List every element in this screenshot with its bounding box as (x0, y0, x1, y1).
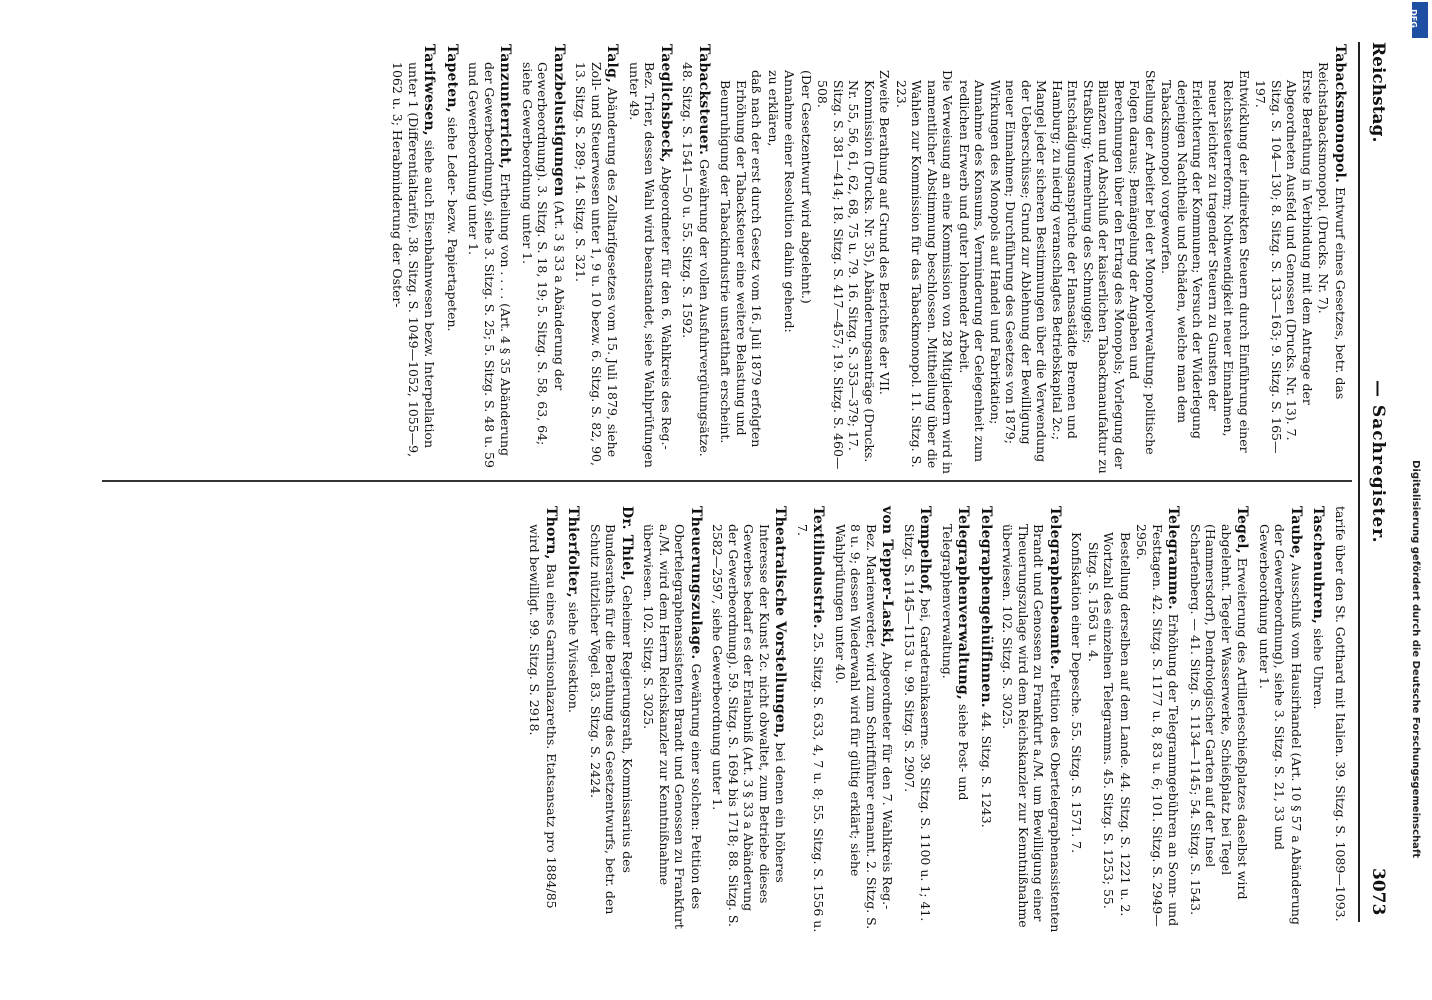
index-entry (718, 44, 1348, 474)
running-head-left: Reichstag. (1368, 42, 1388, 143)
entry-heading: Taschenuhren, (1310, 506, 1327, 625)
entry-text: Entwicklung der indirekten Steuern durch Einführung einer Reichssteuerreform; Nothwendigkeit neuer Einnahmen, neuer leichter zu tragender Steuern zu Gunsten der Erleichterung der Kommunen; Versuch der Widerlegung derjenigen Nachtheile und Schäden, welche man dem Tabacksmonopol vorgeworfen. (1159, 70, 1252, 453)
entry-text: Die Verweisung an eine Kommission von 28 Mitgliedern wird in namentlicher Abstimmung beschlossen. Mittheilung über die Wahlen zur Kommission für das Tabackmonopol. 11. Sitzg. S. 223. (894, 70, 956, 474)
entry-heading: Tempelhof, (917, 506, 934, 595)
page-number: 3073 (1368, 868, 1388, 916)
entry-text: Stellung der Arbeiter bei der Monopolverwaltung; politische Folgen daraus; Bemängelung der Angaben und Berechnungen über den Ertrag des Monopols; Vorlegung der Bilanzen und Abschluß der kaiserlichen Tabackmanufaktur zu Straßburg; Vermehrung des Schmuggels; Entschädigungsansprüche der Hansastädte Bremen und Hamburg; zu niedrig veranschlagtes Betriebskapital 2c.; Mangel jeder sicheren Bestimmungen über die Verwendung der Ueberschüsse; Grund zur Ablehnung der Bewilligung neuer Einnahmen; Durchführung des Gesetzes von 1879; Wirkungen des Monopols auf Handel und Fabrikation; Annahme des Konsums, Verminderung der Gelegenheit zum redlichen Erwerb und guter lohnender Arbeit. (957, 70, 1158, 474)
entry-heading: Tanzbelustigungen (551, 44, 567, 197)
entry-heading: Dr. Thiel, (619, 506, 635, 581)
entry-text: Gewährung einer solchen: Petition des Obertelegraphenassistenten Brandt und Genossen zu Frankfurt a./M. wird dem Herrn Reichskanzler zur Kenntnißnahme überwiesen. 102. Sitzg. S. 3025. (641, 524, 704, 929)
entry-text: siehe Uhren. (1311, 628, 1327, 710)
watermark-text: Digitalisierung gefördert durch die Deutsche Forschungsgemeinschaft (1410, 460, 1421, 858)
index-entry (833, 506, 896, 936)
entry-heading: Telegraphengehülfinnen. (978, 506, 994, 708)
entry-text: siehe auch Eisenbahnwesen bezw. Interpellation unter 1 (Differentialtarife). 38. Sitzg. S. 1049—1052, 1055—9, 1062 u. 3; Herabminderung der Oster- (390, 62, 438, 458)
entry-heading: Tarifwesen, (421, 44, 438, 136)
entry-heading: Theatralische Vorstellungen, (772, 506, 789, 739)
entry-text: 44. Sitzg. S. 1243. (979, 711, 994, 828)
index-entry (527, 506, 559, 936)
entry-heading: Textilindustrie. (810, 506, 827, 629)
column-separator (102, 480, 1352, 482)
entry-text: Zweite Berathung auf Grund des Berichtes der VII. Kommission (Drucks. Nr. 35), Abänderungsanträge (Drucks. Nr. 55, 56, 61, 62, 68, 75 u. 79. 16. Sitzg. S. 353—379; 17. Sitzg. S. 381—414; 18. Sitzg. S. 417—457; 19. Sitzg. S. 460—508. (815, 70, 893, 470)
header-rule (1358, 42, 1360, 922)
watermark-strip (1405, 8, 1425, 858)
entry-text: siehe Post- und Telegraphenverwaltung. (940, 524, 972, 801)
entry-heading: Tegel, (1234, 506, 1251, 554)
entry-text: 25. Sitzg. S. 633, 4, 7 u. 8; 55. Sitzg. S. 1556 u. 7. (795, 524, 827, 933)
entry-heading: Talg, (604, 44, 621, 84)
entry-text: Ausschluß vom Hausirhandel (Art. 10 § 57 a Abänderung der Gewerbeordnung), siehe 3. Sitzg. S. 21, 33 und Gewerbeordnung unter 1. (1257, 524, 1304, 925)
index-entry (588, 506, 636, 936)
entry-text: Erste Berathung in Verbindung mit dem Antrage der Abgeordneten Ausfeld und Genossen (Drucks. Nr. 13). 7. Sitzg. S. 104—130; 8. Sitzg. S. 133—163; 9. Sitzg. S. 165—197. (1253, 70, 1315, 454)
entry-text: zu erklären, (766, 70, 781, 147)
index-entry (641, 506, 704, 936)
entry-text: (Art. 3 § 33 a Abänderung der Gewerbeordnung). 3. Sitzg. S. 18, 19; 5. Sitzg. S. 58, 63, 64; siehe Gewerbeordnung unter 1. (520, 62, 567, 446)
index-entry (1310, 506, 1327, 936)
entry-text: Abgeordneter für den 6. Wahlkreis des Reg.-Bez. Trier, dessen Wahl wird beanstandet, siehe Wahlprüfungen unter 49. (627, 62, 674, 468)
dfg-logo (1408, 2, 1428, 38)
index-entry (466, 44, 514, 474)
index-entry (390, 44, 438, 474)
entry-text: Bau eines Garnisonlazareths. Etatsansatz pro 1884/85 wird bewilligt. 99. Sitzg. S. 2918. (527, 524, 559, 909)
entry-heading: Theuerungszulage. (688, 506, 704, 660)
entry-text: (Der Gesetzentwurf wird abgelehnt.) (799, 70, 814, 304)
entry-text: Entwurf eines Gesetzes, betr. das Reichstabacksmonopol. (Drucks. Nr. 7). (1316, 62, 1348, 400)
index-entry (1188, 506, 1251, 936)
entry-text: Geheimer Regierungsrath, Kommissarius des Bundesraths für die Berathung des Gesetzentwurfs, betr. den Schutz nützlicher Vögel. 83. Sitzg. S. 2424. (588, 524, 635, 915)
entry-text: daß nach der erst durch Gesetz vom 16. Juli 1879 erfolgten Erhöhung der Tabacksteuer eine weitere Belastung und Beunruhigung der Tabackindustrie unstatthaft erscheint. (718, 70, 765, 448)
entry-text: Abgeordneter für den 7. Wahlkreis Reg.-Bez. Marienwerder, wird zum Schriftführer ernannt. 2. Sitzg. S. 8 u. 9; dessen Wiederwahl wird für gültig erklärt; siehe Wahlprüfungen unter 40. (833, 524, 896, 930)
index-entry (902, 506, 934, 936)
left-column (384, 44, 1348, 474)
entry-text: Gewährung der vollen Ausfuhrvergütungsätze. 48. Sitzg. S. 1541—50 u. 55. Sitzg. S. 1592. (680, 62, 712, 457)
index-entry (444, 44, 461, 474)
entry-text: Bestellung derselben auf dem Lande. 44. Sitzg. S. 1221 u. 2. (1118, 532, 1133, 917)
index-entry (680, 44, 712, 474)
entry-text: Wortzahl des einzelnen Telegramms. 45. Sitzg. S. 1253; 55. Sitzg. S. 1563 u. 4. (1086, 532, 1117, 909)
entry-heading: Taube, (1288, 506, 1304, 560)
entry-heading: Telegraphenverwaltung, (955, 506, 972, 700)
entry-text: siehe Leder- bezw. Papiertapeten. (445, 116, 460, 332)
entry-text: Ertheilung von . . . . (Art. 4 § 35 Abänderung der Gewerbeordnung), siehe 3. Sitzg. S. 25; 5. Sitzg. S. 48 u. 59 und Gewerbeordnung unter 1. (466, 62, 514, 468)
entry-heading: von Tepper-Laski, (879, 506, 896, 649)
entry-text: tarife über den St. Gotthard mit Italien. 39. Sitzg. S. 1089—1093. (1333, 506, 1348, 922)
index-entry (573, 44, 621, 474)
entry-heading: Telegramme. (1165, 506, 1182, 610)
index-entry (1069, 506, 1182, 936)
entry-heading: Tanzunterricht, (497, 44, 514, 170)
index-entry (1257, 506, 1305, 936)
entry-heading: Taeglichsbeck, (658, 44, 674, 163)
entry-text: bei, Gardetrainkaserne. 39. Sitzg. S. 1100 u. 1; 41. Sitzg. S. 1145—1153 u. 99. Sitzg. S. 2907. (902, 524, 934, 922)
index-entry (520, 44, 568, 474)
index-entry (978, 506, 995, 936)
entry-heading: Thorn, (543, 506, 559, 560)
entry-text: Abänderung des Zolltarifgesetzes vom 15. Juli 1879, siehe Zoll- und Steuerwesen unter 1, 9 u. 10 bezw. 6. Sitzg. S. 82, 90, 13. Sitzg. S. 289; 14. Sitzg. S. 321. (573, 62, 621, 466)
dfg-logo-text: DFG (1408, 9, 1418, 28)
entry-text: Petition des Obertelegraphenassistenten Brandt und Genossen zu Frankfurt a./M. um Bewilligung einer Theuerungszulage wird dem Reichskanzler zur Kenntnißnahme überwiesen. 102. Sitzg. S. 3025. (1000, 524, 1063, 933)
running-head-center: — Sachregister. (1368, 380, 1388, 544)
entry-text: Annahme einer Resolution dahin gehend: (782, 70, 798, 333)
entry-text: bei denen ein höheres Interesse der Kunst 2c. nicht obwaltet, zum Betriebe dieses Gewerbes bedarf es der Erlaubniß (Art. 3 § 33 a Abänderung der Gewerbeordnung). 59. Sitzg. S. 1694 bis 1718; 88. Sitzg. S. 2582—2597, siehe Gewerbeordnung unter 1. (710, 524, 789, 927)
entry-heading: Thierfolter, (565, 506, 582, 598)
index-entry (1333, 506, 1349, 936)
index-entry (795, 506, 827, 936)
entry-heading: Telegraphenbeamte. (1047, 506, 1063, 670)
entry-heading: Tabacksteuer. (696, 44, 712, 156)
entry-text: Erhöhung der Telegrammgebühren an Sonn- und Festtagen. 42. Sitzg. S. 1177 u. 8, 83 u. 6; 101. Sitzg. S. 2949—2956. (1134, 524, 1182, 927)
right-column (521, 506, 1348, 936)
entry-heading: Tabacksmonopol. (1332, 44, 1348, 184)
entry-text: siehe Vivisektion. (566, 601, 582, 713)
index-entry (1000, 506, 1063, 936)
entry-text: Erweiterung des Artillerieschießplatzes daselbst wird abgelehnt. Tegeler Wasserwerke, Schießplatz bei Tegel (Hammersdorf), Dendrologischer Garten auf der Insel Scharfenberg. — 41. Sitzg. S. 1134—1145; 54. Sitzg. S. 1543. (1188, 524, 1251, 916)
index-entry (710, 506, 789, 936)
entry-text: Konfiskation einer Depesche. 55. Sitzg. S. 1571. 7. (1069, 532, 1085, 854)
entry-heading: Tapeten, (444, 44, 460, 113)
index-entry (940, 506, 972, 936)
index-entry (627, 44, 675, 474)
index-entry (565, 506, 582, 936)
